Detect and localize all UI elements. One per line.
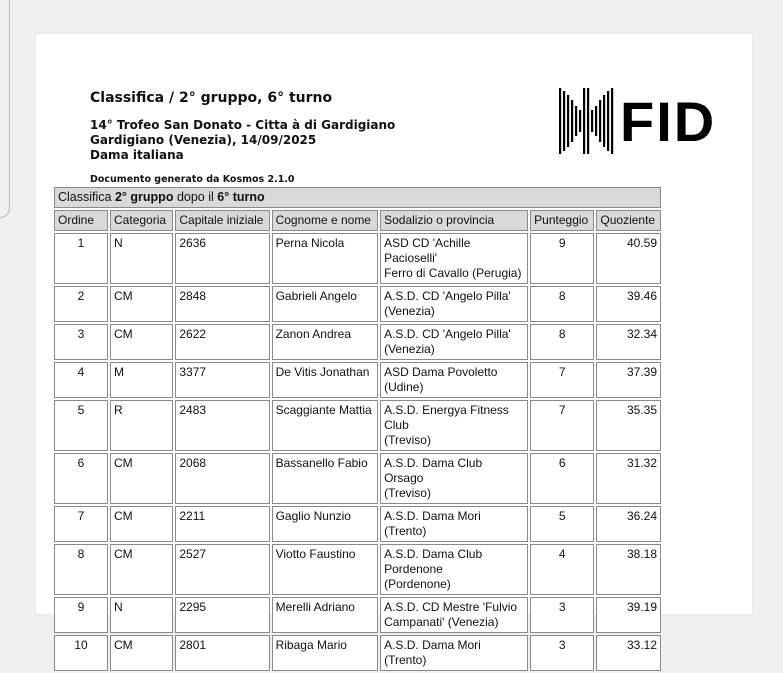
cell-sodalizio [380, 286, 528, 322]
generator-note: Documento generato da Kosmos 2.1.0 [90, 174, 295, 185]
tournament-discipline: Dama italiana [90, 148, 184, 162]
cell-punteggio: 9 [530, 233, 594, 284]
cell-quoziente: 37.39 [596, 362, 661, 398]
column-header-nome: Cognome e nome [272, 210, 379, 231]
cell-ordine: 3 [54, 324, 108, 360]
cell-punteggio: 8 [530, 324, 594, 360]
cell-categoria: N [110, 233, 173, 284]
cell-sodalizio [380, 400, 528, 451]
cell-quoziente: 38.18 [596, 544, 661, 595]
cell-punteggio: 3 [530, 597, 594, 633]
cell-nome: De Vitis Jonathan [272, 362, 379, 398]
cell-ordine: 9 [54, 597, 108, 633]
cell-quoziente: 31.32 [596, 453, 661, 504]
table-row [54, 597, 661, 633]
cell-categoria: CM [110, 324, 173, 360]
page-title: Classifica / 2° gruppo, 6° turno [90, 90, 333, 106]
cell-punteggio: 5 [530, 506, 594, 542]
table-row [54, 362, 661, 398]
cell-nome: Zanon Andrea [272, 324, 379, 360]
sodalizio-line: A.S.D. Dama Club Pordenone [384, 547, 483, 576]
caption-round: 6° turno [217, 190, 265, 204]
fid-logo-mark-icon [558, 88, 618, 154]
table-row [54, 233, 661, 284]
table-header-row [54, 210, 661, 231]
cell-capitale: 2622 [175, 324, 269, 360]
sodalizio-line: Campanati' (Venezia) [384, 615, 499, 629]
sodalizio-line: A.S.D. Dama Mori (Trento) [384, 638, 481, 667]
cell-ordine: 5 [54, 400, 108, 451]
cell-categoria: M [110, 362, 173, 398]
sodalizio-line: A.S.D. CD 'Angelo Pilla' [384, 289, 511, 303]
cell-capitale: 2527 [175, 544, 269, 595]
cell-sodalizio [380, 635, 528, 671]
cell-punteggio: 4 [530, 544, 594, 595]
cell-nome: Perna Nicola [272, 233, 379, 284]
sodalizio-line: A.S.D. CD Mestre 'Fulvio [384, 600, 518, 614]
cell-nome: Bassanello Fabio [272, 453, 379, 504]
cell-sodalizio [380, 597, 528, 633]
cell-quoziente: 32.34 [596, 324, 661, 360]
table-row [54, 286, 661, 322]
cell-capitale: 2483 [175, 400, 269, 451]
column-header-ordine: Ordine [54, 210, 108, 231]
sodalizio-line: (Treviso) [384, 433, 431, 447]
cell-capitale: 2848 [175, 286, 269, 322]
cell-ordine: 1 [54, 233, 108, 284]
cell-sodalizio [380, 362, 528, 398]
cell-ordine: 7 [54, 506, 108, 542]
cell-categoria: N [110, 597, 173, 633]
cell-categoria: R [110, 400, 173, 451]
sodalizio-line: (Treviso) [384, 486, 431, 500]
cell-quoziente: 35.35 [596, 400, 661, 451]
sodalizio-line: A.S.D. Dama Club Orsago [384, 456, 483, 485]
column-header-sodalizio: Sodalizio o provincia [380, 210, 528, 231]
cell-categoria: CM [110, 544, 173, 595]
fid-logo [558, 88, 717, 154]
cell-quoziente: 39.19 [596, 597, 661, 633]
table-row [54, 635, 661, 671]
cell-capitale: 2211 [175, 506, 269, 542]
sodalizio-line: ASD CD 'Achille Pacioselli' [384, 236, 471, 265]
sodalizio-line: (Pordenone) [384, 577, 451, 591]
sodalizio-line: (Venezia) [384, 342, 435, 356]
cell-punteggio: 7 [530, 400, 594, 451]
table-row [54, 453, 661, 504]
cell-quoziente: 40.59 [596, 233, 661, 284]
cell-punteggio: 6 [530, 453, 594, 504]
cell-categoria: CM [110, 635, 173, 671]
table-row [54, 400, 661, 451]
sodalizio-line: Ferro di Cavallo (Perugia) [384, 266, 522, 280]
table-caption-row [54, 187, 661, 208]
cell-ordine: 6 [54, 453, 108, 504]
cell-sodalizio [380, 324, 528, 360]
cell-ordine: 10 [54, 635, 108, 671]
table-row [54, 324, 661, 360]
cell-sodalizio [380, 506, 528, 542]
cell-nome: Merelli Adriano [272, 597, 379, 633]
cell-ordine: 4 [54, 362, 108, 398]
cell-quoziente: 33.12 [596, 635, 661, 671]
cell-nome: Gabrieli Angelo [272, 286, 379, 322]
table-row [54, 544, 661, 595]
cell-quoziente: 36.24 [596, 506, 661, 542]
cell-sodalizio [380, 453, 528, 504]
cell-capitale: 2801 [175, 635, 269, 671]
cell-capitale: 2636 [175, 233, 269, 284]
cell-capitale: 2068 [175, 453, 269, 504]
cell-sodalizio [380, 233, 528, 284]
cell-ordine: 2 [54, 286, 108, 322]
cell-nome: Viotto Faustino [272, 544, 379, 595]
cell-nome: Gaglio Nunzio [272, 506, 379, 542]
cell-punteggio: 3 [530, 635, 594, 671]
cell-nome: Ribaga Mario [272, 635, 379, 671]
cell-punteggio: 7 [530, 362, 594, 398]
table-caption [54, 187, 661, 208]
table-row [54, 506, 661, 542]
cell-punteggio: 8 [530, 286, 594, 322]
cell-quoziente: 39.46 [596, 286, 661, 322]
tournament-place-date: Gardigiano (Venezia), 14/09/2025 [90, 133, 317, 147]
caption-middle: dopo il [176, 190, 214, 204]
cell-capitale: 3377 [175, 362, 269, 398]
fid-logo-text: FID [620, 90, 717, 153]
caption-group: 2° gruppo [114, 190, 174, 204]
cell-sodalizio [380, 544, 528, 595]
cell-categoria: CM [110, 506, 173, 542]
cell-categoria: CM [110, 453, 173, 504]
column-header-capitale: Capitale iniziale [175, 210, 269, 231]
sodalizio-line: A.S.D. CD 'Angelo Pilla' [384, 327, 511, 341]
column-header-quoziente: Quoziente [596, 210, 661, 231]
cell-capitale: 2295 [175, 597, 269, 633]
left-panel-edge [0, 0, 10, 218]
sodalizio-line: ASD Dama Povoletto (Udine) [384, 365, 498, 394]
sodalizio-line: A.S.D. Dama Mori (Trento) [384, 509, 481, 538]
caption-prefix: Classifica [58, 190, 112, 204]
sodalizio-line: A.S.D. Energya Fitness Club [384, 403, 509, 432]
column-header-punteggio: Punteggio [530, 210, 594, 231]
cell-categoria: CM [110, 286, 173, 322]
column-header-categoria: Categoria [110, 210, 173, 231]
cell-ordine: 8 [54, 544, 108, 595]
sodalizio-line: (Venezia) [384, 304, 435, 318]
tournament-name: 14° Trofeo San Donato - Citta à di Gardigiano [90, 118, 396, 132]
cell-nome: Scaggiante Mattia [272, 400, 379, 451]
